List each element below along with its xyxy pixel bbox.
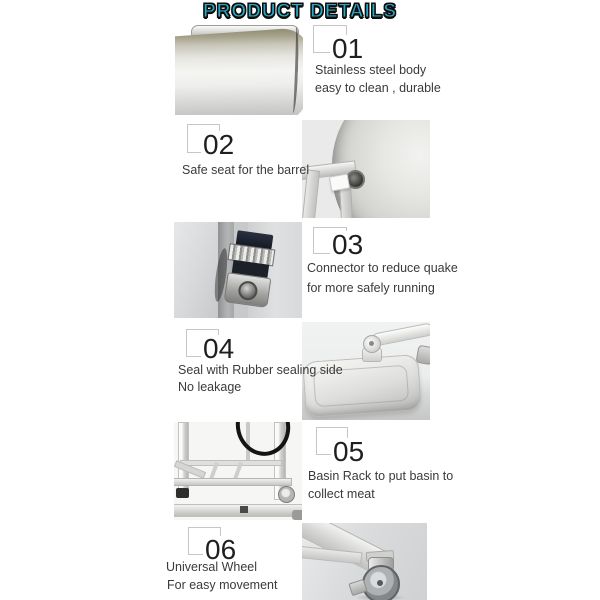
feature-03-photo	[174, 222, 302, 318]
screw-head	[237, 280, 258, 301]
feature-06-line-2: For easy movement	[167, 578, 278, 592]
stainless-barrel-body	[175, 27, 303, 115]
page-title: PRODUCT DETAILS	[202, 1, 398, 22]
feature-06-number: 06	[205, 534, 237, 565]
feature-01-line-2: easy to clean , durable	[315, 81, 441, 95]
feature-03-line-2: for more safely running	[307, 281, 435, 295]
feature-04-line-2: No leakage	[178, 380, 242, 394]
rack-caster	[278, 486, 295, 503]
shelf-rail-back	[180, 460, 282, 466]
pivot-bolt	[369, 341, 374, 346]
feature-01-photo	[175, 25, 303, 115]
rack-foot	[176, 488, 189, 498]
feature-01-line-1: Stainless steel body	[315, 63, 427, 77]
shelf-rail-front	[174, 478, 292, 486]
base-bar	[174, 504, 302, 517]
black-cable-loop	[230, 422, 297, 462]
wheel-hub	[377, 580, 383, 586]
feature-06-line-1: Universal Wheel	[166, 560, 258, 574]
feature-05-number: 05	[333, 436, 365, 467]
connector-assembly	[217, 229, 280, 315]
chrome-cylinder	[224, 272, 272, 308]
feature-03-number: 03	[332, 229, 364, 260]
feature-05-line-2: collect meat	[308, 487, 375, 501]
feature-03-line-1: Connector to reduce quake	[307, 261, 458, 275]
feature-05-photo	[174, 422, 302, 520]
feature-02-number: 02	[203, 129, 235, 160]
feature-02-photo	[302, 120, 430, 218]
feature-02-line-1: Safe seat for the barrel	[182, 163, 310, 177]
feature-06-photo	[302, 523, 427, 600]
feature-04-line-1: Seal with Rubber sealing side	[178, 363, 343, 377]
base-bar-fitting	[240, 506, 248, 513]
base-bar-wheel	[292, 510, 302, 520]
feature-01-number: 01	[332, 33, 364, 64]
edge-clamp	[416, 345, 430, 366]
feature-05-line-1: Basin Rack to put basin to	[308, 469, 454, 483]
feature-04-number: 04	[203, 333, 235, 364]
